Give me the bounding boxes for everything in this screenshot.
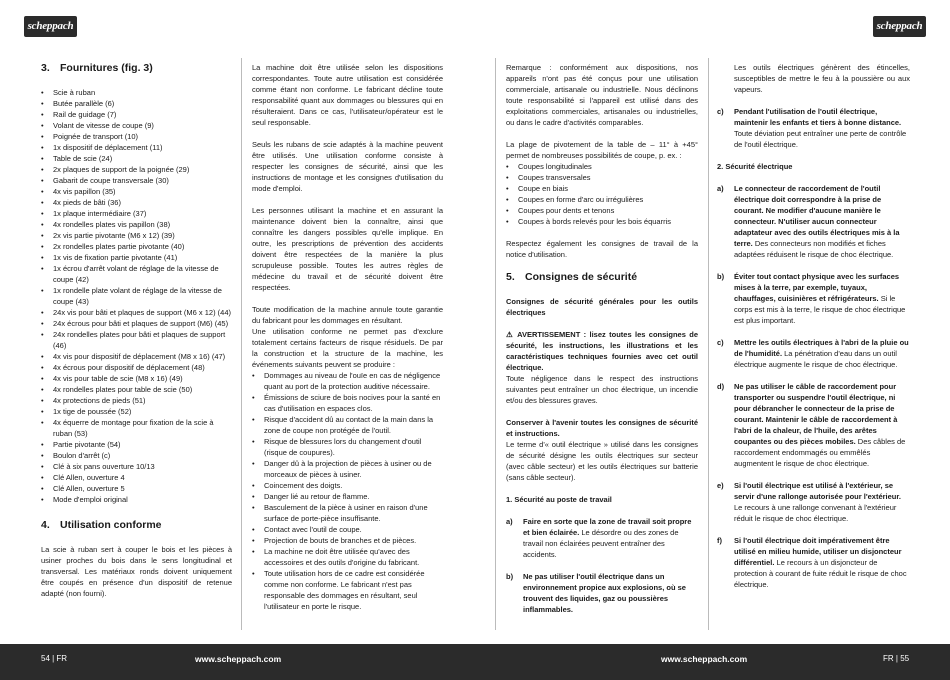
subheading: 1. Sécurité au poste de travail (506, 495, 612, 504)
list-item: • Projection de bouts de branches et de pièces. (252, 535, 443, 546)
list-item: • Partie pivotante (54) (41, 439, 232, 450)
list-item: • Coincement des doigts. (252, 480, 443, 491)
list-item: e) Si l'outil électrique est utilisé à l'extérieur, se servir d'une rallonge autorisée pour l'extérieur. Le recours à une rallonge convenant à l'extérieur réduit le risque de choc électrique. (717, 481, 901, 523)
paragraph: La scie à ruban sert à couper le bois et les pièces à usiner proches du bois dans le sens longitudinal et transversal. Les matériaux ronds doivent uniquement être coupés en présence d'un dispositif de retenue adapté (non fourni). (41, 545, 232, 598)
cut-list (506, 161, 698, 227)
supply-list (41, 87, 232, 505)
list-item: • 2x vis partie pivotante (M6 x 12) (39) (41, 230, 232, 241)
paragraph: Remarque : conformément aux dispositions, nos appareils n'ont pas été conçus pour une utilisation commerciale, artisanale ou industrielle. Nous déclinons toute responsabilité si l'appareil est utilisé dans des exploitations commerciales, artisanales ou industrielles, ou dans le cadre d'activités comparables. (506, 63, 698, 127)
safety-list (717, 106, 910, 150)
list-item: • 4x équerre de montage pour fixation de la scie à ruban (53) (41, 417, 232, 439)
paragraph: Le terme d'« outil électrique » utilisé dans les consignes de sécurité désigne les outils électriques sur secteur (avec câble secteur) et les outils électriques sur batterie (sans câble secteur). (506, 440, 698, 482)
list-item: • 2x plaques de support de la poignée (29) (41, 164, 232, 175)
list-item: • Coupes pour dents et tenons (506, 205, 698, 216)
list-item: • Danger dû à la projection de pièces à usiner ou de morceaux de pièces à usiner. (252, 458, 443, 480)
paragraph: Seuls les rubans de scie adaptés à la machine peuvent être utilisés. Une utilisation conforme consiste à respecter les consignes de sécurité, ainsi que les instructions de montage et les consignes d'utilisation du mode d'emploi. (252, 140, 443, 193)
paragraph: Une utilisation conforme ne permet pas d'exclure totalement certains facteurs de risque résiduels. De par la construction et la structure de la machine, les événements suivants peuvent se produire : (252, 327, 443, 369)
keep-instructions: Conserver à l'avenir toutes les consignes de sécurité et instructions. (506, 418, 698, 438)
warning-text: ⚠ AVERTISSEMENT : lisez toutes les consignes de sécurité, les instructions, les illustrations et les caractéristiques techniques fournies avec cet outil électrique. (506, 330, 698, 372)
list-item: b) Ne pas utiliser l'outil électrique dans un environnement propice aux explosions, où se trouvent des liquides, gaz ou poussières inflammables. (506, 572, 686, 614)
list-item: a) Faire en sorte que la zone de travail soit propre et bien éclairée. Le désordre ou des zones de travail non éclairées peuvent entraîner des accidents. (506, 517, 692, 559)
list-item: • Émissions de sciure de bois nocives pour la santé en cas d'utilisation en espaces clos. (252, 392, 443, 414)
list-item: • Coupes en forme d'arc ou irrégulières (506, 194, 698, 205)
list-item: d) Ne pas utiliser le câble de raccordement pour transporter ou suspendre l'outil électrique, ni pour débrancher le connecteur de la prise de courant. Maintenir le câble de raccordement à l'abri de la chaleur, de l'huile, des arêtes coupantes ou des pièces mobiles. Des câbles de raccordement endommagés ou emmêlés augmentent le risque de choc électrique. (717, 382, 906, 468)
list-item: • 4x vis pour table de scie (M8 x 16) (49) (41, 373, 232, 384)
page-number: FR | 55 (883, 654, 910, 663)
section-heading: 3. Fournitures (fig. 3) (41, 62, 153, 74)
column-divider (241, 58, 242, 630)
list-item: • Risque d'accident dû au contact de la main dans la zone de coupe non protégée de l'outil. (252, 414, 443, 436)
list-item: • 4x écrous pour dispositif de déplacement (48) (41, 362, 232, 373)
footer (0, 644, 950, 680)
list-item: • 1x vis de fixation partie pivotante (41) (41, 252, 232, 263)
list-item: • 4x rondelles plates pour table de scie (50) (41, 384, 232, 395)
list-item: • Dommages au niveau de l'ouïe en cas de négligence quant au port de la protection auditive nécessaire. (252, 370, 443, 392)
list-item: • 4x vis pour dispositif de déplacement (M8 x 16) (47) (41, 351, 232, 362)
paragraph: Les outils électriques génèrent des étincelles, susceptibles de mettre le feu à la poussière ou aux vapeurs. (734, 63, 910, 94)
list-item: • 2x rondelles plates partie pivotante (40) (41, 241, 232, 252)
list-item: • 4x pieds de bâti (36) (41, 197, 232, 208)
list-item: • Poignée de transport (10) (41, 131, 232, 142)
list-item: a) Le connecteur de raccordement de l'outil électrique doit correspondre à la prise de courant. Ne modifier d'aucune manière le connecteur. N'utiliser aucun connecteur adaptateur avec des outils électriques mis à la terre. Des connecteurs non modifiés et fiches adaptées réduisent le risque de choc électrique. (717, 184, 900, 259)
list-item: • 1x dispositif de déplacement (11) (41, 142, 232, 153)
list-item: • Rail de guidage (7) (41, 109, 232, 120)
safety-list (506, 516, 698, 615)
list-item: • 24x vis pour bâti et plaques de support (M6 x 12) (44) (41, 307, 232, 318)
paragraph: Les personnes utilisant la machine et en assurant la maintenance doivent bien la connaître, ainsi que connaître les dangers possibles qu'elle implique. En outre, les prescriptions de prévention des accidents doivent être respectées de la manière la plus scrupuleuse possible. Toutes les autres règles de médecine du travail et de sécurité doivent être respectées. (252, 206, 443, 292)
website-link[interactable]: www.scheppach.com (661, 654, 748, 664)
list-item: • Clé à six pans ouverture 10/13 (41, 461, 232, 472)
list-item: • 4x vis papillon (35) (41, 186, 232, 197)
list-item: • 1x tige de poussée (52) (41, 406, 232, 417)
list-item: • Risque de blessures lors du changement d'outil (risque de coupures). (252, 436, 443, 458)
list-item: • Table de scie (24) (41, 153, 232, 164)
subheading: 2. Sécurité électrique (717, 162, 793, 171)
list-item: • Coupes à bords relevés pour les bois équarris (506, 216, 698, 227)
list-item: • 24x écrous pour bâti et plaques de support (M6) (45) (41, 318, 232, 329)
list-item: • Clé Allen, ouverture 4 (41, 472, 232, 483)
list-item: • Mode d'emploi original (41, 494, 232, 505)
risk-list (252, 370, 443, 612)
list-item: • Coupe en biais (506, 183, 698, 194)
list-item: • 1x rondelle plate volant de réglage de la vitesse de coupe (43) (41, 285, 232, 307)
brand-logo: scheppach (24, 16, 77, 37)
safety-list (717, 183, 910, 590)
list-item: • 4x rondelles plates vis papillon (38) (41, 219, 232, 230)
column-1 (41, 62, 232, 610)
list-item: c) Mettre les outils électriques à l'abri de la pluie ou de l'humidité. La pénétration d'eau dans un outil électrique augmente le risque de choc électrique. (717, 338, 909, 369)
column-divider (495, 58, 496, 630)
list-item: f) Si l'outil électrique doit impérativement être utilisé en milieu humide, utiliser un disjoncteur différentiel. Le recours à un disjoncteur de protection à courant de fuite réduit le risque de choc électrique. (717, 536, 907, 589)
list-item: • Volant de vitesse de coupe (9) (41, 120, 232, 131)
column-divider (708, 58, 709, 630)
list-item: • Butée parallèle (6) (41, 98, 232, 109)
website-link[interactable]: www.scheppach.com (195, 654, 282, 664)
brand-logo: scheppach (873, 16, 926, 37)
section-heading: 5. Consignes de sécurité (506, 271, 638, 283)
list-item: • 24x rondelles plates pour bâti et plaques de support (46) (41, 329, 232, 351)
list-item: • Contact avec l'outil de coupe. (252, 524, 443, 535)
paragraph: Respectez également les consignes de travail de la notice d'utilisation. (506, 239, 698, 259)
list-item: • 1x plaque intermédiaire (37) (41, 208, 232, 219)
list-item: • Toute utilisation hors de ce cadre est considérée comme non conforme. Le fabricant n'est pas responsable des dommages en résultant, seul l'utilisateur en porte le risque. (252, 568, 443, 612)
list-item: • Danger lié au retour de flamme. (252, 491, 443, 502)
list-item: • Coupes transversales (506, 172, 698, 183)
paragraph: Toute négligence dans le respect des instructions suivantes peut entraîner un choc électrique, un incendie et/ou des blessures graves. (506, 374, 698, 405)
list-item: • Scie à ruban (41, 87, 232, 98)
list-item: • La machine ne doit être utilisée qu'avec des accessoires et des outils d'origine du fabricant. (252, 546, 443, 568)
column-3 (506, 62, 698, 626)
column-4 (717, 62, 910, 601)
paragraph: Toute modification de la machine annule toute garantie du fabricant pour les dommages en résultant. (252, 305, 443, 325)
column-2 (252, 62, 443, 623)
list-item: • Clé Allen, ouverture 5 (41, 483, 232, 494)
list-item: • Boulon d'arrêt (c) (41, 450, 232, 461)
paragraph: La machine doit être utilisée selon les dispositions correspondantes. Toute autre utilisation est considérée comme étant non conforme. Le fabricant décline toute responsabilité quant aux dommages ou blessures qui en résulteraient. Dans ce cas, l'utilisateur/opérateur est le seul responsable. (252, 63, 443, 127)
list-item: c) Pendant l'utilisation de l'outil électrique, maintenir les enfants et tiers à bonne distance. Toute déviation peut entraîner une perte de contrôle de l'outil électrique. (717, 107, 907, 149)
list-item: • 1x écrou d'arrêt volant de réglage de la vitesse de coupe (42) (41, 263, 232, 285)
subheading: Consignes de sécurité générales pour les outils électriques (506, 297, 698, 317)
section-heading: 4. Utilisation conforme (41, 519, 162, 531)
list-item: • Gabarit de coupe transversale (30) (41, 175, 232, 186)
list-item: • Coupes longitudinales (506, 161, 698, 172)
list-item: • Basculement de la pièce à usiner en raison d'une surface de porte-pièce insuffisante. (252, 502, 443, 524)
list-item: • 4x protections de pieds (51) (41, 395, 232, 406)
page-number: 54 | FR (41, 654, 68, 663)
paragraph: La plage de pivotement de la table de – 11° à +45° permet de nombreuses possibilités de coupe, p. ex. : (506, 140, 698, 160)
list-item: b) Éviter tout contact physique avec les surfaces mises à la terre, par exemple, tuyaux, chauffages, cuisinières et réfrigérateurs. Si le corps est mis à la terre, le risque de choc électrique est plus important. (717, 272, 906, 325)
